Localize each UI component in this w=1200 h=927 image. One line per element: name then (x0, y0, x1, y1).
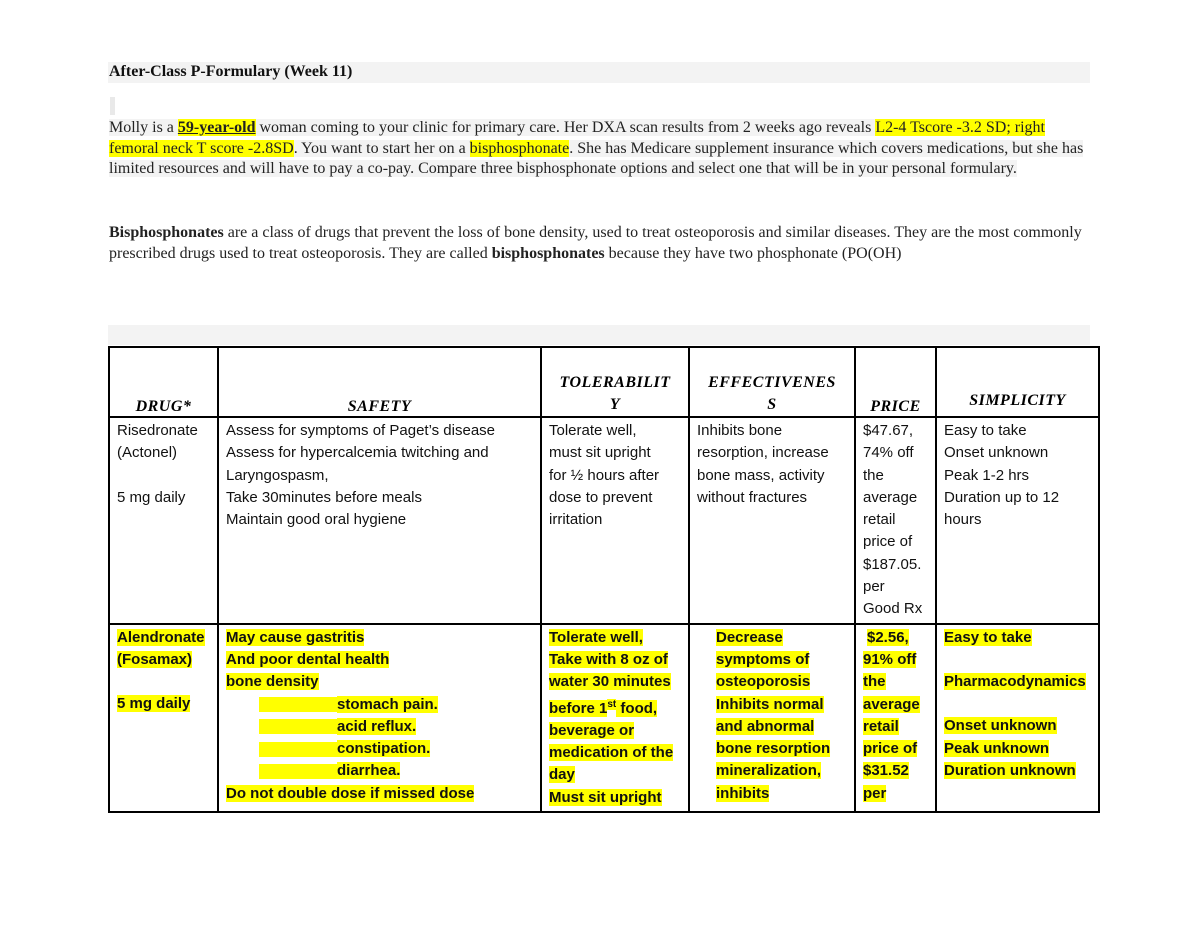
term-bisphosphonates: Bisphosphonates (109, 224, 224, 241)
drug-cell: Alendronate (Fosamax) 5 mg daily (109, 624, 218, 812)
effectiveness-cell: Decrease symptoms of osteoporosis Inhibits normal and abnormal bone resorption mineralization, inhibits (689, 624, 855, 812)
case-text-1: Molly is a (109, 119, 178, 136)
price-cell: $2.56, 91% off the average retail price of $31.52 per (855, 624, 936, 812)
header-tolerability: TOLERABILIT Y (541, 347, 689, 417)
drug-class: bisphosphonate (469, 139, 570, 157)
tolerability-cell: Tolerate well, Take with 8 oz of water 30 minutes before 1st food, beverage or medication of the day Must sit upright (541, 624, 689, 812)
case-text-4: . She has Medicare supplement insurance which covers medications, but she has limited resources and will have to pay a co-pay. Compare three bisphosphonate options and select one that will be in your personal formulary. (109, 139, 1084, 177)
definition-text-1: are a class of drugs that prevent the loss of bone density, used to treat osteoporosis and similar diseases. They are the most commonly prescribed drugs used to treat osteoporosis. They are called (109, 224, 1082, 262)
header-safety: SAFETY (218, 347, 541, 417)
term-bisphosphonates-2: bisphosphonates (491, 244, 605, 262)
safety-cell: May cause gastritis And poor dental health bone density stomach pain. acid reflux. constipation. diarrhea. Do not double dose if missed dose (218, 624, 541, 812)
case-text-3: . You want to start her on a (293, 139, 470, 157)
formulary-table (108, 346, 1100, 813)
table-row (109, 624, 1099, 812)
header-effectiveness: EFFECTIVENES S (689, 347, 855, 417)
case-paragraph (109, 118, 1094, 180)
tolerability-cell: Tolerate well, must sit upright for ½ hours after dose to prevent irritation (541, 417, 689, 624)
header-price: PRICE (855, 347, 936, 417)
drug-cell: Risedronate (Actonel) 5 mg daily (109, 417, 218, 624)
page-title: After-Class P-Formulary (Week 11) (109, 63, 353, 80)
price-cell: $47.67, 74% off the average retail price of $187.05. per Good Rx (855, 417, 936, 624)
patient-age: 59-year-old (177, 119, 256, 136)
safety-cell: Assess for symptoms of Paget’s disease Assess for hypercalcemia twitching and Laryngospasm, Take 30minutes before meals Maintain good oral hygiene (218, 417, 541, 624)
header-simplicity: SIMPLICITY (936, 347, 1099, 417)
section-shading (108, 325, 1090, 345)
simplicity-cell: Easy to take Onset unknown Peak 1-2 hrs Duration up to 12 hours (936, 417, 1099, 624)
table-header-row (109, 347, 1099, 417)
table-row (109, 417, 1099, 624)
case-text-2: woman coming to your clinic for primary care. Her DXA scan results from 2 weeks ago reveals (255, 119, 876, 136)
scan-result: L2-4 Tscore -3.2 SD; right femoral neck T score -2.8SD (109, 119, 1045, 157)
simplicity-cell: Easy to take Pharmacodynamics Onset unknown Peak unknown Duration unknown (936, 624, 1099, 812)
effectiveness-cell: Inhibits bone resorption, increase bone mass, activity without fractures (689, 417, 855, 624)
definition-text-2: because they have two phosphonate (PO(OH) (604, 244, 902, 262)
paragraph-marker (110, 97, 115, 115)
header-drug: DRUG* (109, 347, 218, 417)
definition-paragraph (109, 223, 1094, 264)
